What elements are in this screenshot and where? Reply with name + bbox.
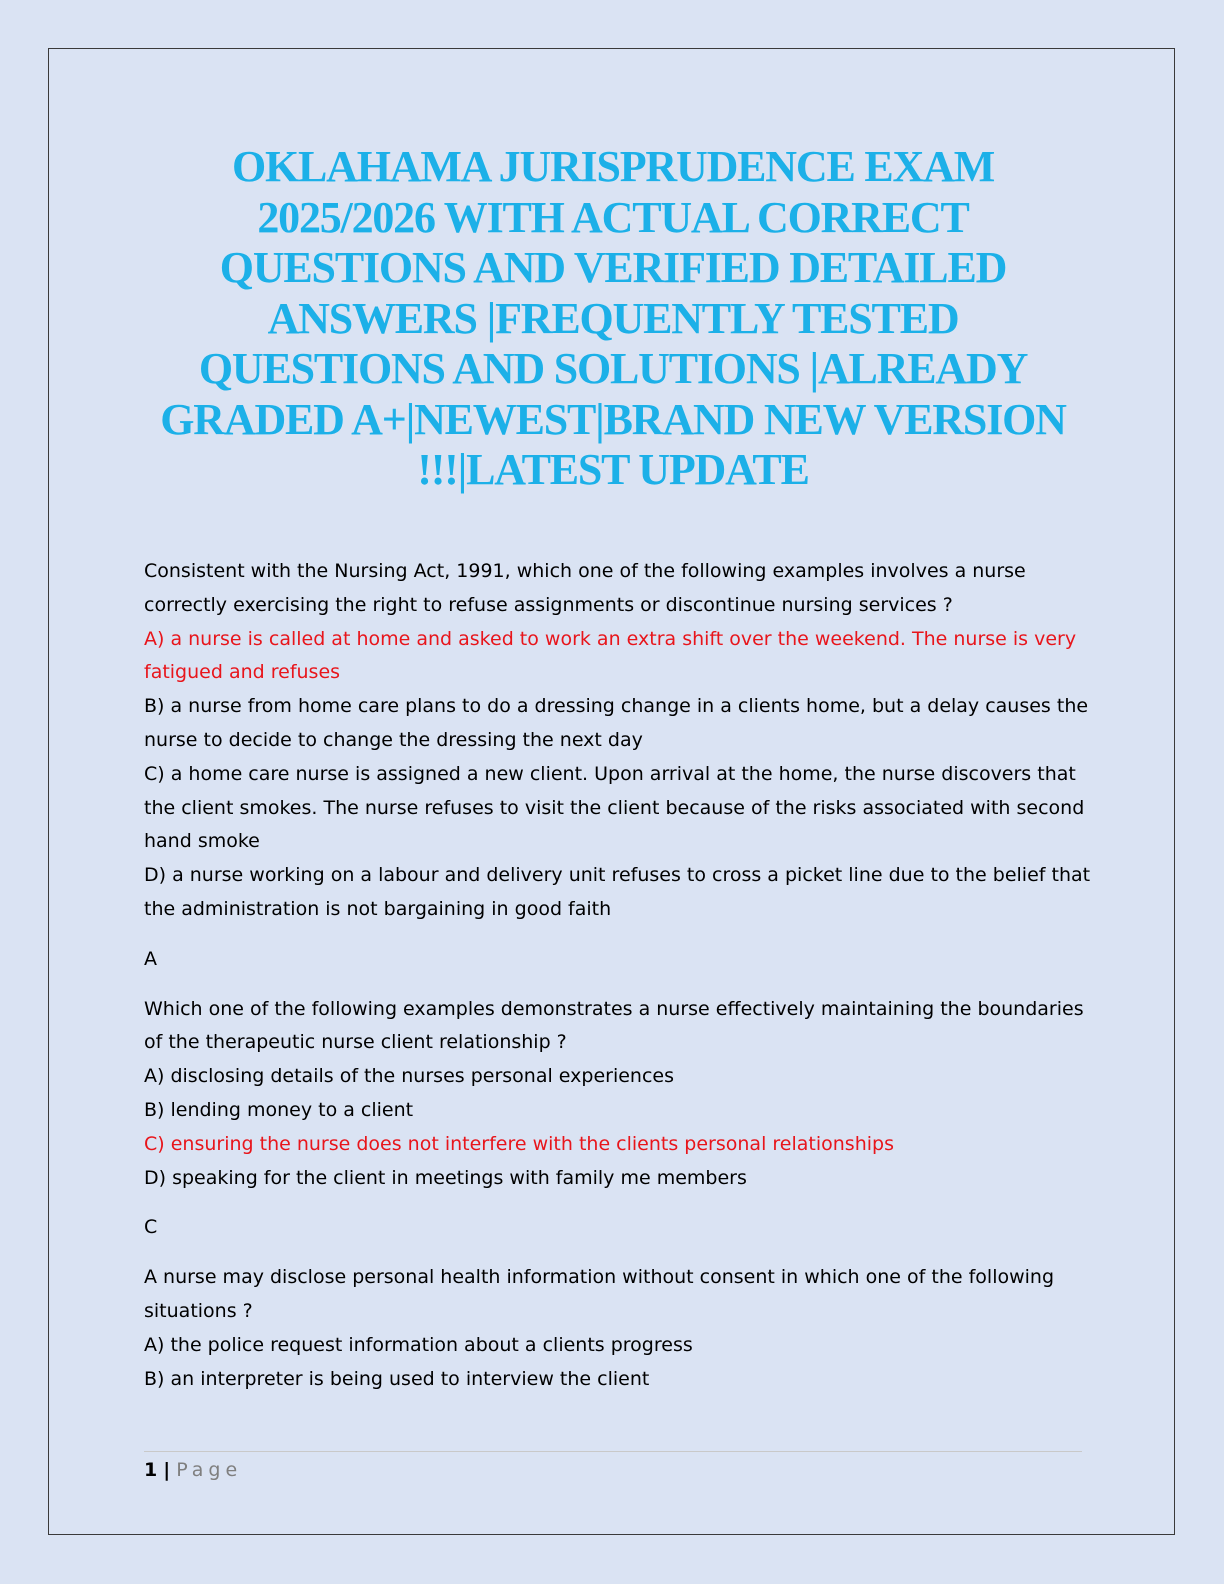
question-2-stem: Which one of the following examples demonstrates a nurse effectively maintaining the boundaries of the therapeutic nurse client relationship ? xyxy=(144,997,1084,1054)
question-3-option-b: B) an interpreter is being used to interview the client xyxy=(144,1367,650,1390)
footer-divider xyxy=(144,1451,1082,1452)
footer-separator: | xyxy=(163,1459,171,1481)
page-label: Page xyxy=(176,1459,243,1481)
question-2-answer: C xyxy=(144,1216,158,1239)
page-number: 1 xyxy=(144,1459,158,1481)
page-footer xyxy=(144,1455,242,1485)
question-2-option-d: D) speaking for the client in meetings with family me members xyxy=(144,1166,747,1189)
document-title: OKLAHAMA JURISPRUDENCE EXAM 2025/2026 WITH ACTUAL CORRECT QUESTIONS AND VERIFIED DETAILED ANSWERS |FREQUENTLY TESTED QUESTIONS AND SOLUTIONS |ALREADY GRADED A+|NEWEST|BRAND NEW VERSION !!!|LATEST UPDATE xyxy=(160,142,1066,494)
question-2-option-b: B) lending money to a client xyxy=(144,1098,414,1121)
document-body xyxy=(144,555,1094,1396)
question-1-option-b: B) a nurse from home care plans to do a dressing change in a clients home, but a delay causes the nurse to decide to change the dressing the next day xyxy=(144,695,1089,751)
question-1-stem: Consistent with the Nursing Act, 1991, which one of the following examples involves a nurse correctly exercising the right to refuse assignments or discontinue nursing services ? xyxy=(144,560,1026,616)
question-2-option-c: C) ensuring the nurse does not interfere with the clients personal relationships xyxy=(144,1132,894,1155)
question-3-stem: A nurse may disclose personal health information without consent in which one of the following situations ? xyxy=(144,1266,1055,1322)
question-1-option-a: A) a nurse is called at home and asked to work an extra shift over the weekend. The nurse is very fatigued and refuses xyxy=(144,627,1077,684)
question-2-option-a: A) disclosing details of the nurses personal experiences xyxy=(144,1065,674,1088)
question-1-option-d: D) a nurse working on a labour and delivery unit refuses to cross a picket line due to the belief that the administration is not bargaining in good faith xyxy=(144,864,1091,920)
question-3-option-a: A) the police request information about a clients progress xyxy=(144,1333,693,1356)
question-1-answer: A xyxy=(144,947,157,970)
question-1-option-c: C) a home care nurse is assigned a new client. Upon arrival at the home, the nurse discovers that the client smokes. The nurse refuses to visit the client because of the risks associated with second hand smoke xyxy=(144,762,1085,853)
